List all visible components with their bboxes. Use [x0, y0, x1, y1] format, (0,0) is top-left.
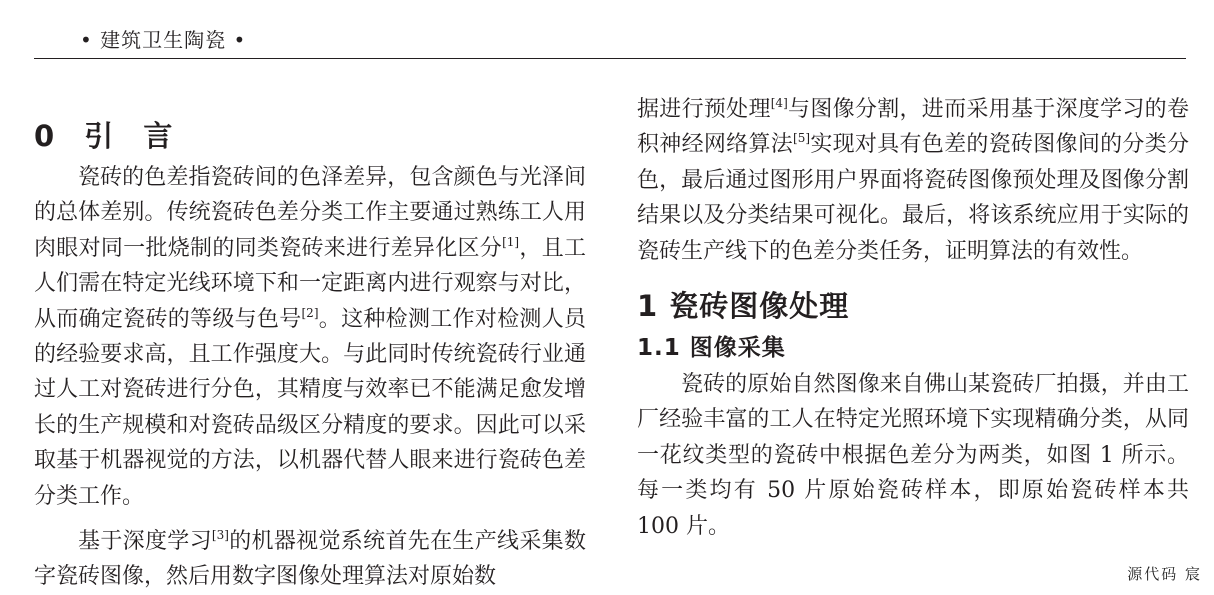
- intro-p1-text-1: 瓷砖的色差指瓷砖间的色泽差异，包含颜色与光泽间的总体差别。传统瓷砖色差分类工作主要通过熟练工人用肉眼对同一批烧制的同类瓷砖来进行差异化区分: [34, 165, 586, 261]
- intro-heading: 0 引 言: [34, 119, 183, 153]
- intro-paragraph-2: [34, 524, 586, 595]
- subsection-1-1-heading: 1.1 图像采集: [637, 335, 786, 362]
- header-rule: [34, 58, 1186, 59]
- section-1-heading: 1 瓷砖图像处理: [637, 289, 850, 324]
- intro-paragraph-2-continued: [637, 92, 1189, 269]
- citation-4[interactable]: [4]: [770, 96, 788, 110]
- intro-p2-text-1: 基于深度学习: [78, 529, 212, 555]
- right-column: [637, 92, 1189, 544]
- citation-1[interactable]: [1]: [502, 234, 520, 249]
- journal-header: • 建筑卫生陶瓷 •: [80, 28, 247, 52]
- intro-p1-text-3: 。这种检测工作对检测人员的经验要求高，且工作强度大。与此同时传统瓷砖行业通过人工对瓷砖进行分色，其精度与效率已不能满足愈发增长的生产规模和对瓷砖品级区分精度的要求。因此可以采取基于机器视觉的方法，以机器代替人眼来进行瓷砖色差分类工作。: [34, 306, 586, 509]
- citation-2[interactable]: [2]: [301, 305, 319, 320]
- cont-text-1: 据进行预处理: [637, 97, 771, 122]
- cont-text-2: 与图像分割，进而采用基于深度学习的卷积神经网络算法: [637, 97, 1189, 158]
- citation-3[interactable]: [3]: [211, 528, 229, 543]
- cont-text-3: 实现对具有色差的瓷砖图像间的分类分色，最后通过图形用户界面将瓷砖图像预处理及图像分割结果以及分类结果可视化。最后，将该系统应用于实际的瓷砖生产线下的色差分类任务，证明算法的有效性。: [637, 132, 1189, 264]
- intro-paragraph-1: [34, 160, 586, 514]
- citation-5[interactable]: [5]: [793, 131, 811, 146]
- intro-p1-text-2: ，且工人们需在特定光线环境下和一定距离内进行观察与对比，从而确定瓷砖的等级与色号: [34, 235, 586, 332]
- left-column: [34, 112, 586, 595]
- watermark: 源代码 宸: [1127, 565, 1202, 583]
- image-acquisition-paragraph: 瓷砖的原始自然图像来自佛山某瓷砖厂拍摄，并由工厂经验丰富的工人在特定光照环境下实现精确分类，从同一花纹类型的瓷砖中根据色差分为两类，如图 1 所示。每一类均有 50 片原始瓷砖样本，即原始瓷砖样本共 100 片。: [637, 372, 1189, 539]
- intro-p2-text-2: 的机器视觉系统首先在生产线采集数字瓷砖图像，然后用数字图像处理算法对原始数: [34, 529, 586, 590]
